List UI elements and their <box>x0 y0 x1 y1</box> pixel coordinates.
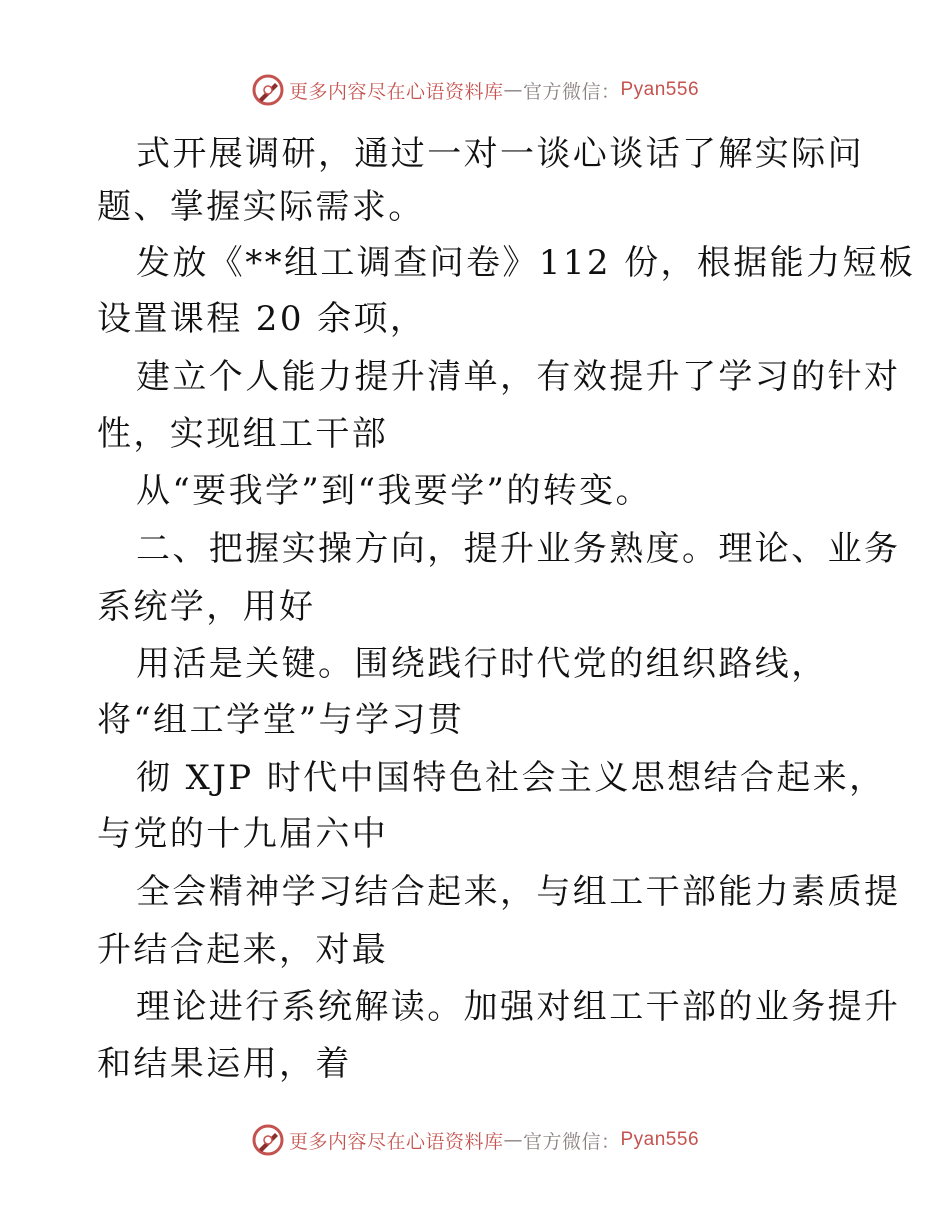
watermark-separator: — <box>503 79 523 101</box>
pen-seal-icon <box>251 1123 285 1157</box>
watermark-account: Pyan556 <box>620 79 700 100</box>
paragraph-line: 与党的十九届六中 <box>97 814 389 854</box>
paragraph-line: 将“组工学堂”与学习贯 <box>97 700 465 740</box>
paragraph-line: 全会精神学习结合起来，与组工干部能力素质提 <box>136 872 901 912</box>
paragraph-line: 式开展调研，通过一对一谈心谈话了解实际问 <box>136 134 864 174</box>
pen-seal-icon <box>251 73 285 107</box>
watermark-label: 官方微信： <box>522 80 621 103</box>
paragraph-line: 性，实现组工干部 <box>97 414 389 454</box>
watermark-brand: 更多内容尽在心语资料库 <box>288 1130 504 1153</box>
header-watermark <box>0 70 950 110</box>
paragraph-line: 建立个人能力提升清单，有效提升了学习的针对 <box>136 357 901 397</box>
paragraph-line: 设置课程 20 余项， <box>97 299 427 339</box>
paragraph-line: 理论进行系统解读。加强对组工干部的业务提升 <box>136 987 901 1027</box>
watermark-brand: 更多内容尽在心语资料库 <box>288 80 504 103</box>
footer-watermark <box>0 1120 950 1160</box>
paragraph-line: 和结果运用，着 <box>97 1044 352 1084</box>
watermark-separator: — <box>503 1129 523 1151</box>
paragraph-line: 用活是关键。围绕践行时代党的组织路线， <box>136 644 828 684</box>
watermark-account: Pyan556 <box>620 1129 700 1150</box>
paragraph-line: 升结合起来，对最 <box>97 930 389 970</box>
paragraph-line: 从“要我学”到“我要学”的转变。 <box>136 471 652 511</box>
watermark-label: 官方微信： <box>522 1130 621 1153</box>
paragraph-line: 彻 XJP 时代中国特色社会主义思想结合起来， <box>136 758 886 798</box>
paragraph-line: 题、掌握实际需求。 <box>97 187 425 227</box>
paragraph-line: 发放《**组工调查问卷》112 份，根据能力短板 <box>136 243 916 283</box>
paragraph-line: 系统学，用好 <box>97 587 316 627</box>
section-heading-line: 二、把握实操方向，提升业务熟度。理论、业务 <box>136 529 901 569</box>
